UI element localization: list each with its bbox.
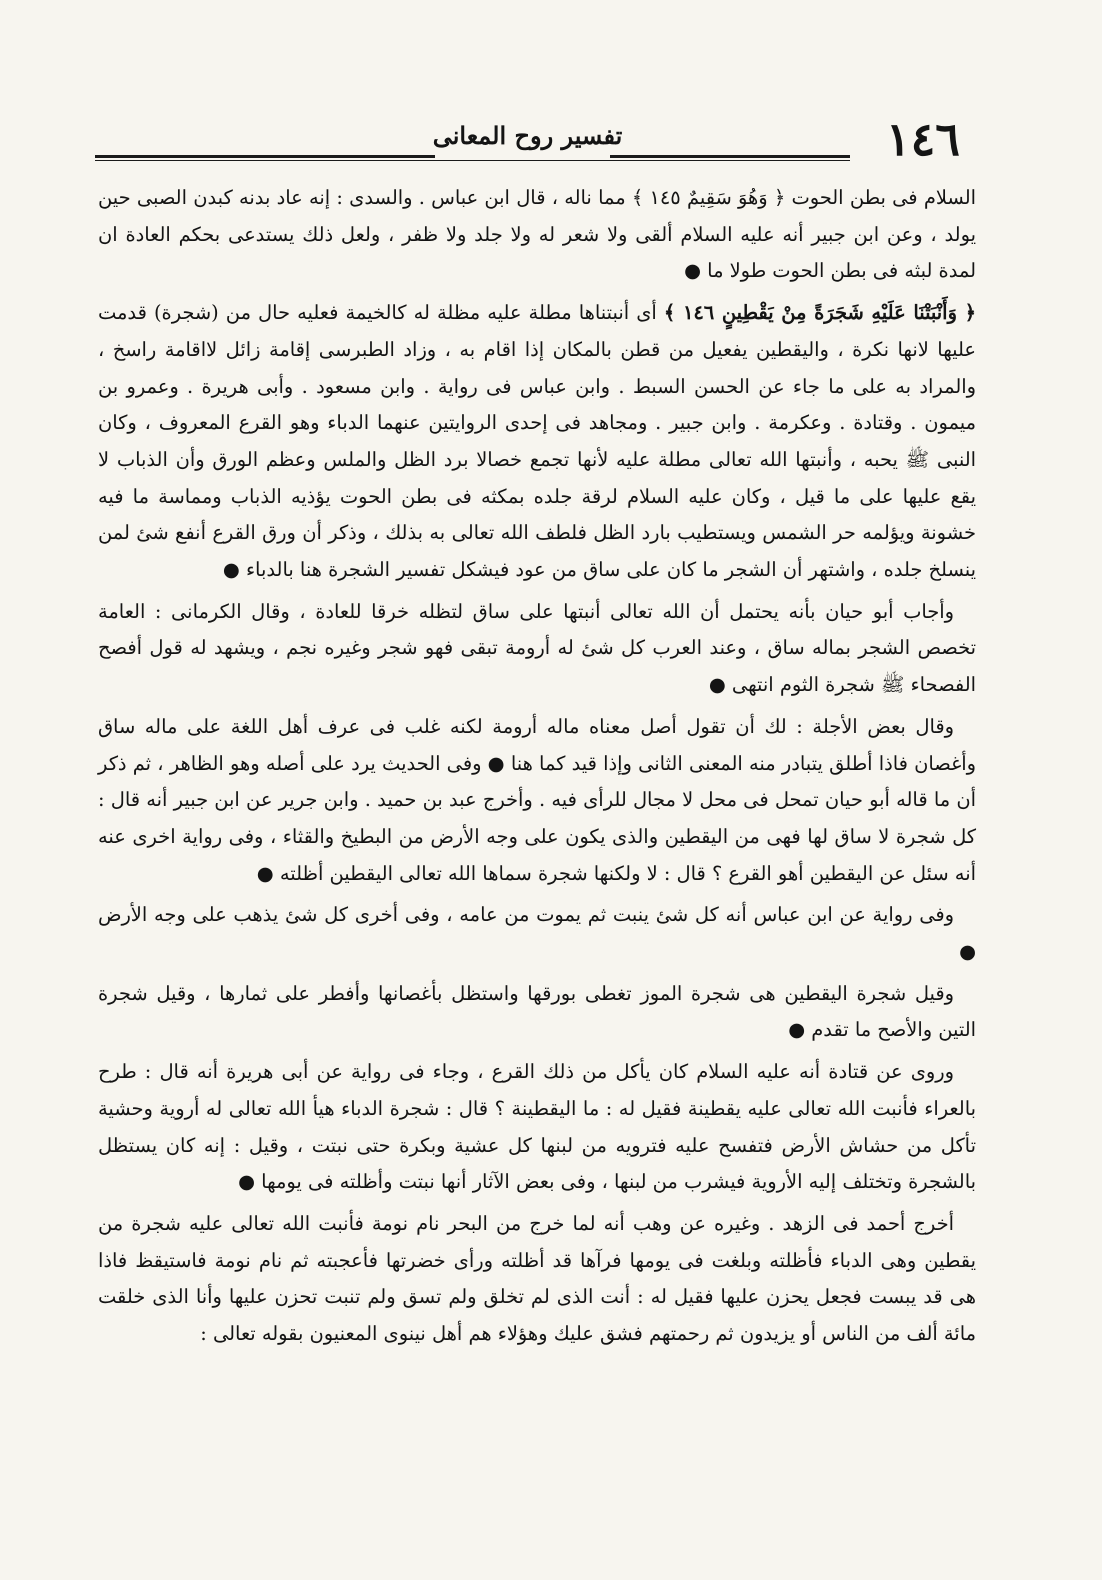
header-rule-left (95, 155, 435, 158)
paragraph-6 (98, 976, 976, 1049)
page-header (95, 112, 960, 170)
paragraph-3 (98, 594, 976, 704)
paragraph-1 (98, 180, 976, 290)
paragraph-4 (98, 709, 976, 893)
paragraph-text: وقال بعض الأجلة : لك أن تقول أصل معناه ماله أرومة لكنه غلب فى عرف أهل اللغة على ماله ساق وأغصان فاذا أطلق يتبادر منه المعنى الثانى وإذا قيد كما هنا ● وفى الحديث يرد على أصله وهو الظاهر ، ثم ذكر أن ما قاله أبو حيان تمحل فى محل لا مجال للرأى فيه . وأخرج عبد بن حميد . وابن جرير عن ابن جبير أنه قال : كل شجرة لا ساق لها فهى من اليقطين والذى يكون على وجه الأرض من البطيخ والقثاء ، وفى رواية اخرى عنه أنه سئل عن اليقطين أهو القرع ؟ قال : لا ولكنها شجرة سماها الله تعالى اليقطين أظلته ● (98, 714, 976, 885)
body-text (98, 180, 976, 1358)
paragraph-text: وقيل شجرة اليقطين هى شجرة الموز تغطى بورقها واستظل بأغصانها وأفطر على ثمارها ، وقيل شجرة التين والأصح ما تقدم ● (98, 981, 976, 1042)
paragraph-5 (98, 897, 976, 970)
paragraph-text: السلام فى بطن الحوت ﴿ وَهُوَ سَقِيمٌ ١٤٥ ﴾ مما ناله ، قال ابن عباس . والسدى : إنه عاد بدنه كبدن الصبى حين يولد ، وعن ابن جبير أنه عليه السلام ألقى ولا شعر له ولا جلد ولا ظفر ، ولعل ذلك يستدعى بحكم العادة ان لمدة لبثه فى بطن الحوت طولا ما ● (98, 186, 976, 283)
quran-verse: ﴿ وَأَنْبَتْنَا عَلَيْهِ شَجَرَةً مِنْ يَقْطِينٍ ١٤٦ ﴾ (663, 301, 976, 325)
paragraph-text: أخرج أحمد فى الزهد . وغيره عن وهب أنه لما خرج من البحر نام نومة فأنبت الله تعالى عليه شجرة من يقطين وهى الدباء فأظلته وبلغت فى يومها فرآها قد أظلته ورأى خضرتها فأعجبته ثم نام نومة فاستيقظ فاذا هى قد يبست فجعل يحزن عليها فقيل له : أنت الذى لم تخلق ولم تسق ولم تنبت تحزن عليها وأنا الذى خلقت مائة ألف من الناس أو يزيدون ثم رحمتهم فشق عليك وهؤلاء هم أهل نينوى المعنيون بقوله تعالى : (98, 1211, 976, 1346)
running-title: تفسير روح المعانى (432, 121, 623, 150)
paragraph-2 (98, 295, 976, 589)
paragraph-text: وأجاب أبو حيان بأنه يحتمل أن الله تعالى أنبتها على ساق لتظله خرقا للعادة ، وقال الكرمانى : العامة تخصص الشجر بماله ساق ، وعند العرب كل شئ له أرومة تبقى فهو شجر وغيره نجم ، ويشهد له قول أفصح الفصحاء ﷺ شجرة الثوم انتهى ● (98, 599, 976, 697)
header-rule-right (610, 155, 850, 158)
paragraph-text: وروى عن قتادة أنه عليه السلام كان يأكل من ذلك القرع ، وجاء فى رواية عن أبى هريرة أنه قال : طرح بالعراء فأنبت الله تعالى عليه يقطينة فقيل له : ما اليقطينة ؟ قال : شجرة الدباء هيأ الله تعالى له أروية وحشية تأكل من حشاش الأرض فتفسح عليه فترويه من لبنها كل عشية وبكرة حتى نبتت ، وقيل : إنه كان يستظل بالشجرة وتختلف إليه الأروية فيشرب من لبنها ، وفى بعض الآثار أنها نبتت وأظلته فى يومها ● (98, 1060, 976, 1194)
header-rule-thin (95, 160, 850, 161)
paragraph-text: أى أنبتناها مطلة عليه مظلة له كالخيمة فعليه حال من (شجرة) قدمت عليها لانها نكرة ، واليقطين يفعيل من قطن بالمكان إذا اقام به ، وزاد الطبرسى إقامة زائل لااقامة راسخ ، والمراد به على ما جاء عن الحسن السبط . وابن عباس فى رواية . وابن مسعود . وأبى هريرة . وعمرو بن ميمون . وقتادة . وعكرمة . وابن جبير . ومجاهد فى إحدى الروايتين عنهما الدباء وهو القرع المعروف ، وكان النبى ﷺ يحبه ، وأنبتها الله تعالى مطلة عليه لأنها تجمع خصالا برد الظل والملس وعظم الورق وأن الذباب لا يقع عليها على ما قيل ، وكان عليه السلام لرقة جلده بمكثه فى بطن الحوت يؤذيه الذباب ومماسة ما فيه خشونة ويؤلمه حر الشمس ويستطيب بارد الظل فلطف الله تعالى به بذلك ، وذكر أن ورق القرع أنفع شئ لمن ينسلخ جلده ، واشتهر أن الشجر ما كان على ساق من عود فيشكل تفسير الشجرة هنا بالدباء ● (98, 301, 976, 582)
paragraph-text: وفى رواية عن ابن عباس أنه كل شئ ينبت ثم يموت من عامه ، وفى أخرى كل شئ يذهب على وجه الأرض ● (98, 903, 976, 964)
page-number: ١٤٦ (885, 112, 960, 166)
paragraph-7 (98, 1054, 976, 1201)
paragraph-8 (98, 1206, 976, 1353)
